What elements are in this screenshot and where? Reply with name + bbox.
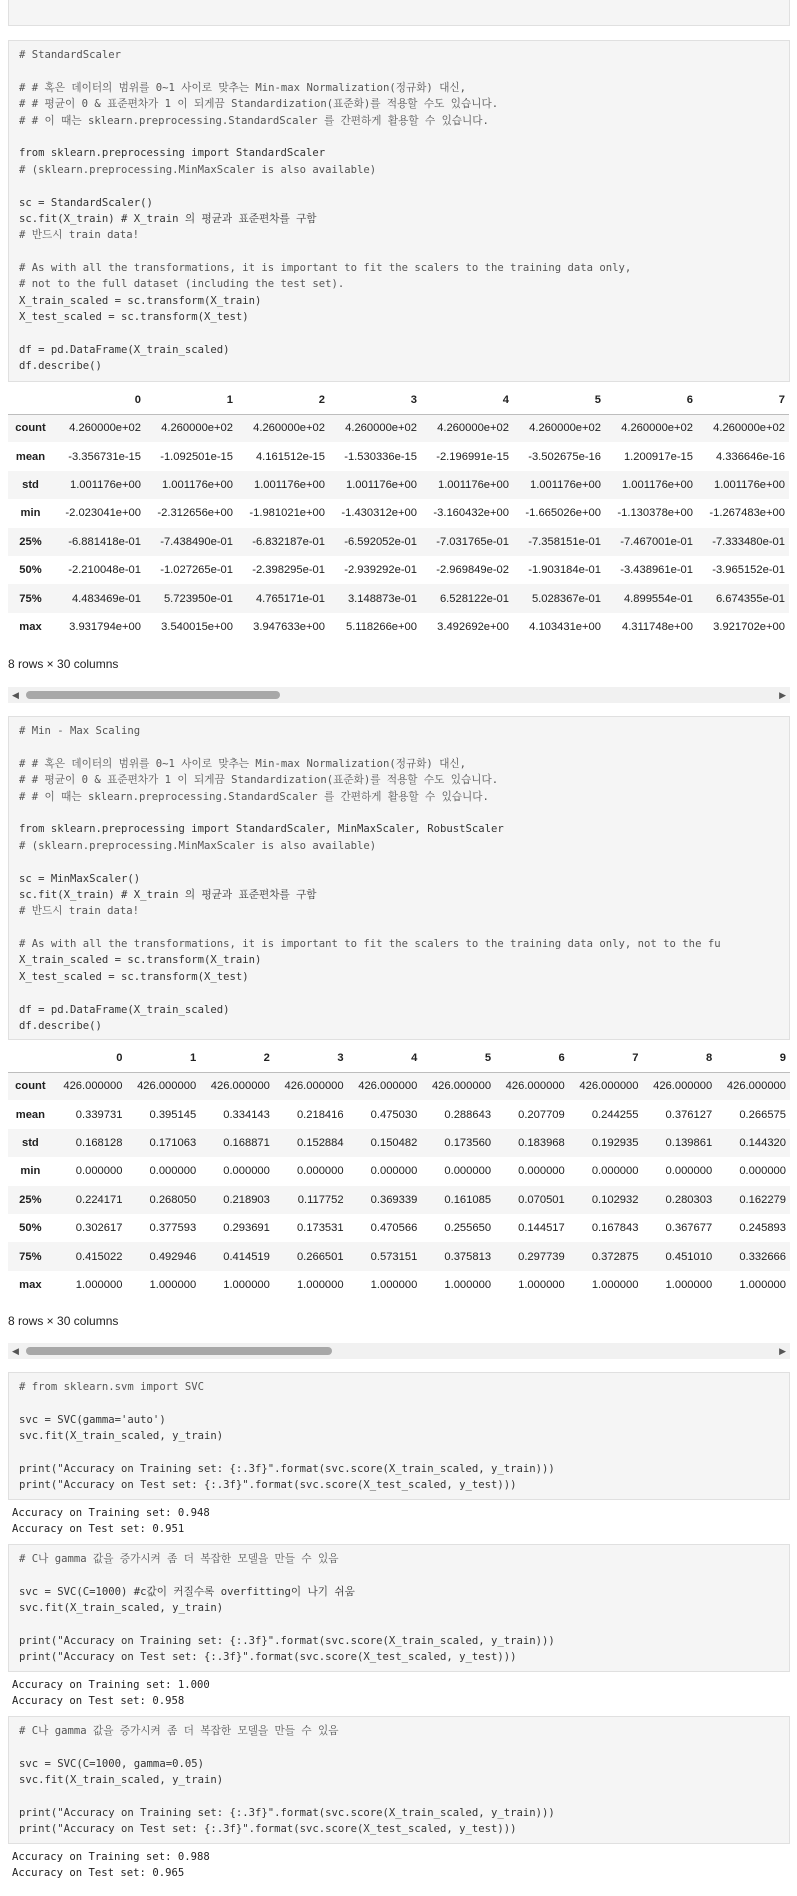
code-line (19, 129, 779, 145)
table-cell: 6.528122e-01 (439, 592, 509, 605)
table-cell: -1.665026e+00 (525, 507, 601, 520)
row-label: std (22, 478, 39, 491)
code-line: print("Accuracy on Training set: {:.3f}".format(svc.score(X_train_scaled, y_train))) (19, 1462, 555, 1475)
column-header (8, 1044, 53, 1072)
code-line: df.describe() (19, 1020, 102, 1033)
code-cell-standard-scaler[interactable] (8, 40, 790, 382)
code-line: # 반드시 train data! (19, 905, 139, 918)
table-cell: 0.000000 (149, 1165, 197, 1178)
table-cell: 1.000000 (296, 1278, 344, 1291)
table-cell: 4.260000e+02 (345, 422, 417, 435)
table-cell: 1.001176e+00 (621, 478, 693, 491)
table-cell: 426.000000 (579, 1080, 639, 1093)
code-line: print("Accuracy on Training set: {:.3f}".format(svc.score(X_train_scaled, y_train))) (19, 1634, 555, 1647)
row-label: mean (15, 1108, 45, 1121)
scrollbar-thumb[interactable] (26, 691, 280, 699)
table-cell: 0.415022 (75, 1250, 123, 1263)
table-cell: 1.000000 (665, 1278, 713, 1291)
table-cell: -7.031765e-01 (436, 535, 509, 548)
table-cell: 0.280303 (665, 1193, 713, 1206)
table-cell: 0.102932 (591, 1193, 639, 1206)
table-cell: 3.931794e+00 (69, 620, 141, 633)
table-cell: 0.070501 (518, 1193, 565, 1206)
code-line (19, 1617, 779, 1633)
table-cell: -1.130378e+00 (617, 507, 693, 520)
table-header-row (8, 386, 789, 414)
code-line: print("Accuracy on Test set: {:.3f}".format(svc.score(X_test_scaled, y_test))) (19, 1479, 517, 1492)
table-cell: 0.245893 (739, 1222, 786, 1235)
table-cell: 0.183968 (518, 1136, 565, 1149)
table-cell: 0.152884 (296, 1136, 344, 1149)
horizontal-scrollbar-2[interactable] (8, 1343, 790, 1359)
column-header: 6 (686, 393, 693, 406)
table-row (8, 1242, 790, 1270)
code-line: svc.fit(X_train_scaled, y_train) (19, 1602, 224, 1615)
table-cell: 426.000000 (358, 1080, 418, 1093)
table-cell: 0.207709 (518, 1108, 565, 1121)
table-row (8, 471, 789, 499)
code-line: # # 평균이 0 & 표준편차가 1 이 되게끔 Standardization(표준화)를 적용할 수도 있습니다. (19, 98, 499, 111)
table-cell: 5.118266e+00 (345, 620, 417, 633)
code-line: # Min - Max Scaling (19, 725, 141, 737)
table-cell: 0.414519 (223, 1250, 270, 1263)
table-cell: -1.430312e+00 (341, 507, 417, 520)
code-line: df.describe() (19, 360, 102, 373)
code-line (19, 1567, 779, 1583)
table-cell: 426.000000 (210, 1080, 270, 1093)
code-line: # (sklearn.preprocessing.MinMaxScaler is also available) (19, 839, 377, 852)
table-shape-text: 8 rows × 30 columns (8, 1314, 119, 1328)
table-cell: -1.530336e-15 (344, 450, 417, 463)
scroll-right-icon[interactable]: ▶ (779, 1346, 786, 1356)
output-line: Accuracy on Test set: 0.958 (12, 1695, 185, 1707)
column-header: 4 (502, 393, 509, 406)
code-cell-top-partial[interactable] (8, 0, 790, 26)
table-cell: 0.171063 (149, 1136, 197, 1149)
code-line: # (sklearn.preprocessing.MinMaxScaler is also available) (19, 163, 377, 176)
table-cell: 3.540015e+00 (161, 620, 233, 633)
cell-output-3 (12, 1505, 210, 1537)
table-cell: 4.103431e+00 (529, 620, 601, 633)
row-label: 50% (19, 1222, 42, 1235)
table-cell: 0.266575 (739, 1108, 786, 1121)
table-cell: 4.260000e+02 (253, 422, 325, 435)
table-cell: -6.592052e-01 (344, 535, 417, 548)
table-cell: 4.260000e+02 (713, 422, 785, 435)
table-row (8, 528, 789, 556)
table-cell: 1.000000 (739, 1278, 786, 1291)
row-label: min (20, 1165, 41, 1178)
table-row (8, 1214, 790, 1242)
table-cell: -2.210048e-01 (68, 564, 141, 577)
table-row (8, 1271, 790, 1299)
table-cell: 0.244255 (591, 1108, 639, 1121)
row-label: std (21, 1136, 39, 1149)
scroll-right-icon[interactable]: ▶ (779, 690, 786, 700)
table-cell: 0.492946 (149, 1250, 197, 1263)
code-line (19, 326, 779, 342)
table-cell: 3.921702e+00 (713, 620, 785, 633)
output-line: Accuracy on Test set: 0.965 (12, 1867, 185, 1879)
table-cell: -2.196991e-15 (436, 450, 509, 463)
table-cell: 0.173531 (296, 1222, 344, 1235)
row-label: mean (15, 450, 46, 463)
table-cell: -1.981021e+00 (249, 507, 325, 520)
table-cell: 5.028367e-01 (531, 592, 601, 605)
code-line: print("Accuracy on Training set: {:.3f}".format(svc.score(X_train_scaled, y_train))) (19, 1806, 555, 1819)
row-label: 75% (19, 1250, 42, 1263)
table-cell: 4.161512e-15 (255, 450, 325, 463)
table-cell: 1.000000 (444, 1278, 492, 1291)
table-cell: 0.451010 (665, 1250, 713, 1263)
table-cell: 0.297739 (518, 1250, 565, 1263)
dataframe-output-2 (8, 1044, 790, 1299)
code-line (19, 920, 779, 936)
table-cell: 4.899554e-01 (623, 592, 693, 605)
table-cell: 426.000000 (63, 1080, 123, 1093)
table-cell: 0.000000 (296, 1165, 344, 1178)
row-label: 50% (19, 564, 42, 577)
column-header: 2 (318, 393, 325, 406)
code-line: # As with all the transformations, it is important to fit the scalers to the training data only, not to the fu (19, 938, 721, 951)
table-cell: 0.332666 (739, 1250, 786, 1263)
table-cell: 0.375813 (444, 1250, 492, 1263)
code-line (19, 1445, 779, 1461)
column-header: 3 (337, 1051, 344, 1064)
table-cell: -1.903184e-01 (528, 564, 601, 577)
table-cell: 4.311748e+00 (621, 620, 693, 633)
scrollbar-thumb[interactable] (26, 1347, 332, 1355)
code-line: # # 이 때는 sklearn.preprocessing.StandardScaler 를 간편하게 활용할 수 있습니다. (19, 790, 489, 803)
table-row (8, 584, 789, 612)
code-line: df = pd.DataFrame(X_train_scaled) (19, 344, 230, 357)
table-row (8, 613, 789, 641)
output-line: Accuracy on Test set: 0.951 (12, 1523, 185, 1535)
table-cell: 0.168128 (75, 1136, 123, 1149)
code-line: # As with all the transformations, it is important to fit the scalers to the training data only, (19, 262, 632, 275)
table-cell: -2.939292e-01 (344, 564, 417, 577)
table-cell: 0.367677 (665, 1222, 713, 1235)
table-cell: 5.723950e-01 (163, 592, 233, 605)
table-cell: -2.023041e+00 (65, 507, 141, 520)
code-line (19, 1739, 779, 1755)
code-line: svc = SVC(C=1000) #c값이 커질수록 overfitting이 나기 쉬움 (19, 1585, 355, 1598)
table-cell: 1.000000 (591, 1278, 639, 1291)
column-header: 5 (484, 1051, 492, 1064)
table-cell: 426.000000 (653, 1080, 713, 1093)
table-cell: 0.218903 (223, 1193, 270, 1206)
table-cell: 4.483469e-01 (71, 592, 141, 605)
dataframe-output-1 (8, 386, 790, 641)
code-line (19, 739, 779, 755)
table-cell: -3.356731e-15 (68, 450, 141, 463)
table-cell: -2.398295e-01 (252, 564, 325, 577)
table-cell: 426.000000 (284, 1080, 344, 1093)
column-header: 8 (705, 1051, 713, 1064)
table-cell: 4.260000e+02 (437, 422, 509, 435)
code-line: df = pd.DataFrame(X_train_scaled) (19, 1003, 230, 1016)
table-cell: 0.162279 (739, 1193, 786, 1206)
table-cell: 1.000000 (518, 1278, 565, 1291)
code-line: print("Accuracy on Test set: {:.3f}".format(svc.score(X_test_scaled, y_test))) (19, 1651, 517, 1664)
table-cell: 4.765171e-01 (255, 592, 325, 605)
table-cell: -1.267483e+00 (709, 507, 785, 520)
table-cell: 1.000000 (370, 1278, 418, 1291)
table-cell: -2.969849e-02 (436, 564, 509, 577)
table-cell: 0.369339 (370, 1193, 418, 1206)
table-cell: 4.336646e-16 (715, 450, 785, 463)
table-cell: -1.027265e-01 (160, 564, 233, 577)
output-line: Accuracy on Training set: 1.000 (12, 1679, 210, 1691)
code-line: X_test_scaled = sc.transform(X_test) (19, 970, 249, 983)
table-cell: 0.000000 (665, 1165, 713, 1178)
table-cell: 1.001176e+00 (69, 478, 141, 491)
table-cell: 1.001176e+00 (161, 478, 233, 491)
table-cell: -6.832187e-01 (252, 535, 325, 548)
column-header: 4 (411, 1051, 418, 1064)
code-line (19, 854, 779, 870)
cell-output-4 (12, 1677, 210, 1709)
table-cell: 0.000000 (370, 1165, 418, 1178)
code-line (19, 1395, 779, 1411)
horizontal-scrollbar-1[interactable] (8, 687, 790, 703)
table-cell: 4.260000e+02 (529, 422, 601, 435)
table-cell: 0.150482 (370, 1136, 418, 1149)
table-cell: 426.000000 (726, 1080, 786, 1093)
code-line (19, 178, 779, 194)
code-line: X_test_scaled = sc.transform(X_test) (19, 311, 249, 324)
table-cell: -7.467001e-01 (620, 535, 693, 548)
table-cell: 1.000000 (223, 1278, 270, 1291)
column-header: 0 (134, 393, 141, 406)
column-header: 9 (779, 1051, 786, 1064)
table-cell: 426.000000 (505, 1080, 565, 1093)
column-header (8, 386, 53, 414)
table-cell: 0.139861 (665, 1136, 713, 1149)
table-cell: 0.000000 (591, 1165, 639, 1178)
code-line: # not to the full dataset (including the test set). (19, 278, 345, 291)
table-row (8, 1157, 790, 1185)
table-row (8, 442, 789, 470)
row-label: count (15, 422, 46, 435)
code-line: # # 이 때는 sklearn.preprocessing.StandardScaler 를 간편하게 활용할 수 있습니다. (19, 114, 489, 127)
code-cell-svc-gamma-auto[interactable] (8, 1372, 790, 1500)
table-cell: -7.358151e-01 (528, 535, 601, 548)
table-cell: -3.438961e-01 (620, 564, 693, 577)
table-cell: 0.167843 (591, 1222, 639, 1235)
table-cell: 4.260000e+02 (161, 422, 233, 435)
column-header: 0 (116, 1051, 123, 1064)
table-cell: 0.255650 (444, 1222, 492, 1235)
row-label: 25% (19, 1193, 42, 1206)
scroll-left-icon[interactable]: ◀ (12, 1346, 19, 1356)
table-row (8, 1186, 790, 1214)
table-row (8, 1129, 790, 1157)
code-line: # from sklearn.svm import SVC (19, 1381, 204, 1393)
cell-output-5 (12, 1849, 210, 1881)
table-cell: 0.475030 (370, 1108, 418, 1121)
code-cell-minmax-scaler[interactable] (8, 716, 790, 1040)
column-header: 7 (632, 1051, 639, 1064)
code-line: X_train_scaled = sc.transform(X_train) (19, 294, 262, 307)
code-line: # C나 gamma 값을 증가시켜 좀 더 복잡한 모델을 만들 수 있음 (19, 1553, 339, 1565)
table-cell: 0.000000 (444, 1165, 492, 1178)
table-cell: 0.117752 (297, 1193, 344, 1206)
table-cell: 1.000000 (75, 1278, 123, 1291)
table-cell: 0.266501 (296, 1250, 344, 1263)
table-cell: 3.148873e-01 (347, 592, 417, 605)
table-cell: 0.395145 (149, 1108, 197, 1121)
table-cell: 0.293691 (223, 1222, 270, 1235)
code-line: svc.fit(X_train_scaled, y_train) (19, 1430, 224, 1443)
table-cell: 0.161085 (444, 1193, 492, 1206)
code-cell-svc-c1000-gamma[interactable] (8, 1716, 790, 1844)
code-line: # StandardScaler (19, 49, 122, 61)
row-label: 25% (19, 535, 42, 548)
code-line: sc.fit(X_train) # X_train 의 평균과 표준편차를 구함 (19, 888, 317, 901)
code-line: # C나 gamma 값을 증가시켜 좀 더 복잡한 모델을 만들 수 있음 (19, 1725, 339, 1737)
output-line: Accuracy on Training set: 0.988 (12, 1851, 210, 1863)
table-cell: -6.881418e-01 (68, 535, 141, 548)
code-line: from sklearn.preprocessing import StandardScaler, MinMaxScaler, RobustScaler (19, 823, 504, 836)
code-line: sc.fit(X_train) # X_train 의 평균과 표준편차를 구함 (19, 212, 317, 225)
code-line: from sklearn.preprocessing import StandardScaler (19, 147, 326, 160)
table-cell: 0.000000 (223, 1165, 270, 1178)
row-label: max (19, 1278, 42, 1291)
row-label: min (20, 507, 41, 520)
table-cell: 6.674355e-01 (715, 592, 785, 605)
table-cell: 1.001176e+00 (529, 478, 601, 491)
table-cell: 0.470566 (370, 1222, 418, 1235)
table-cell: 0.288643 (444, 1108, 492, 1121)
table-cell: 1.001176e+00 (713, 478, 785, 491)
row-label: max (19, 620, 42, 633)
table-cell: 1.200917e-15 (623, 450, 693, 463)
column-header: 1 (226, 393, 233, 406)
table-cell: -3.160432e+00 (433, 507, 509, 520)
column-header: 5 (594, 393, 601, 406)
code-line (19, 63, 779, 79)
table-cell: 4.260000e+02 (69, 422, 141, 435)
table-cell: 0.218416 (296, 1108, 344, 1121)
table-cell: 0.573151 (370, 1250, 418, 1263)
table-cell: -3.502675e-16 (528, 450, 601, 463)
code-line: sc = StandardScaler() (19, 196, 153, 209)
table-cell: 426.000000 (431, 1080, 492, 1093)
table-row (8, 414, 789, 442)
table-cell: -1.092501e-15 (160, 450, 233, 463)
table-cell: 3.492692e+00 (437, 620, 509, 633)
code-line: X_train_scaled = sc.transform(X_train) (19, 954, 262, 967)
table-cell: 426.000000 (137, 1080, 197, 1093)
describe-table-standard (8, 386, 789, 641)
table-cell: 0.000000 (739, 1165, 786, 1178)
code-line (19, 805, 779, 821)
code-line: svc.fit(X_train_scaled, y_train) (19, 1774, 224, 1787)
table-cell: 0.144320 (739, 1136, 786, 1149)
table-shape-text: 8 rows × 30 columns (8, 657, 119, 671)
row-label: 75% (19, 592, 42, 605)
table-cell: 0.268050 (149, 1193, 197, 1206)
table-cell: 0.144517 (518, 1222, 565, 1235)
scroll-left-icon[interactable]: ◀ (12, 690, 19, 700)
table-cell: 1.001176e+00 (437, 478, 509, 491)
column-header: 6 (558, 1051, 565, 1064)
table-header-row (8, 1044, 790, 1072)
table-cell: 0.000000 (518, 1165, 565, 1178)
code-line: print("Accuracy on Test set: {:.3f}".format(svc.score(X_test_scaled, y_test))) (19, 1823, 517, 1836)
row-label: count (15, 1080, 46, 1093)
code-line: svc = SVC(C=1000, gamma=0.05) (19, 1757, 204, 1770)
code-line (19, 985, 779, 1001)
table-cell: 0.224171 (75, 1193, 123, 1206)
table-cell: 0.168871 (223, 1136, 270, 1149)
table-cell: 4.260000e+02 (621, 422, 693, 435)
describe-table-minmax (8, 1044, 790, 1299)
table-cell: -2.312656e+00 (157, 507, 233, 520)
code-line: # # 혹은 데이터의 범위를 0~1 사이로 맞추는 Min-max Normalization(정규화) 대신, (19, 757, 467, 770)
table-cell: 0.302617 (75, 1222, 123, 1235)
table-cell: 0.372875 (591, 1250, 639, 1263)
table-cell: 0.377593 (149, 1222, 197, 1235)
table-row (8, 499, 789, 527)
column-header: 3 (410, 393, 417, 406)
table-row (8, 1072, 790, 1100)
table-cell: 3.947633e+00 (253, 620, 325, 633)
table-cell: 0.339731 (75, 1108, 123, 1121)
table-cell: -7.333480e-01 (712, 535, 785, 548)
code-line: svc = SVC(gamma='auto') (19, 1413, 166, 1426)
table-cell: -7.438490e-01 (160, 535, 233, 548)
table-cell: 0.334143 (223, 1108, 270, 1121)
table-cell: -3.965152e-01 (712, 564, 785, 577)
code-line: sc = MinMaxScaler() (19, 872, 141, 885)
table-cell: 1.001176e+00 (253, 478, 325, 491)
table-cell: 1.000000 (149, 1278, 197, 1291)
code-line: # # 혹은 데이터의 범위를 0~1 사이로 맞추는 Min-max Normalization(정규화) 대신, (19, 81, 467, 94)
table-cell: 1.001176e+00 (345, 478, 417, 491)
table-cell: 0.376127 (665, 1108, 713, 1121)
column-header: 7 (778, 393, 785, 406)
table-cell: 0.000000 (75, 1165, 123, 1178)
column-header: 1 (189, 1051, 197, 1064)
table-cell: 0.192935 (591, 1136, 639, 1149)
code-line: # 반드시 train data! (19, 229, 139, 242)
code-line (19, 244, 779, 260)
column-header: 2 (263, 1051, 270, 1064)
output-line: Accuracy on Training set: 0.948 (12, 1507, 210, 1519)
table-row (8, 1100, 790, 1128)
code-line (19, 1789, 779, 1805)
code-cell-svc-c1000[interactable] (8, 1544, 790, 1672)
code-line: # # 평균이 0 & 표준편차가 1 이 되게끔 Standardization(표준화)를 적용할 수도 있습니다. (19, 774, 499, 787)
table-cell: 0.173560 (444, 1136, 492, 1149)
table-row (8, 556, 789, 584)
